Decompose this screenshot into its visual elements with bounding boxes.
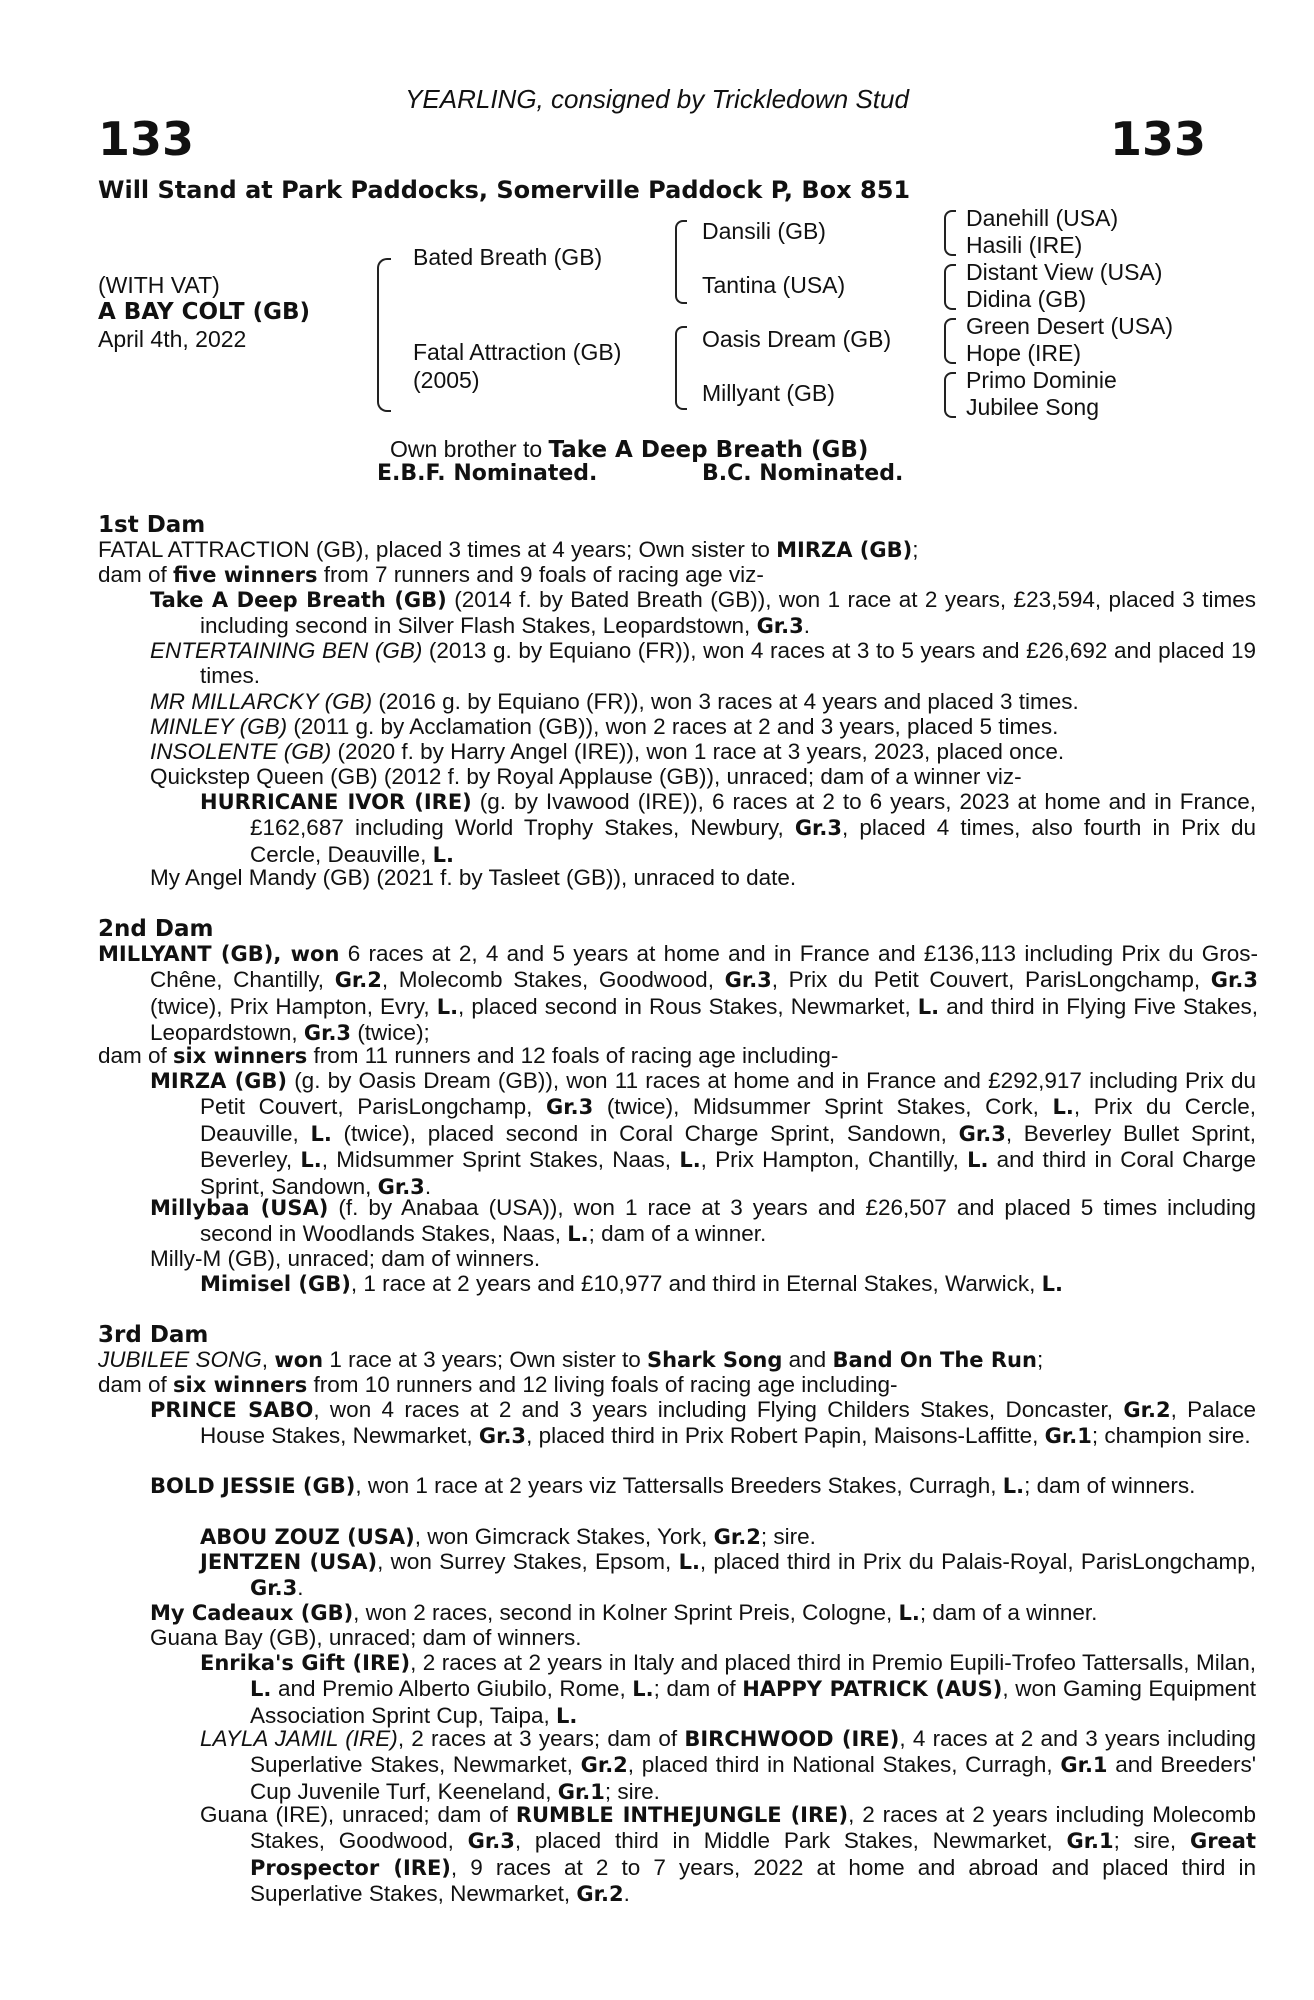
stand-location: Will Stand at Park Paddocks, Somerville Paddock P, Box 851: [98, 176, 911, 204]
second-dam-entry-milly-m: Milly-M (GB), unraced; dam of winners.: [150, 1246, 541, 1271]
third-dam-produce: dam of six winners from 10 runners and 12 living foals of racing age including-: [98, 1372, 898, 1397]
g-brace-4: [944, 372, 956, 418]
third-dam-entry-guana-bay: Guana Bay (GB), unraced; dam of winners.: [150, 1625, 582, 1650]
first-dam-line2: dam of five winners from 7 runners and 9 foals of racing age viz-: [98, 562, 764, 587]
lot-number-left: 133: [98, 112, 195, 166]
foaling-date: April 4th, 2022: [98, 326, 247, 352]
second-dam-heading: 2nd Dam: [98, 916, 214, 942]
lot-name: A BAY COLT (GB): [98, 299, 311, 325]
grandsire-3: Green Desert (USA): [966, 313, 1174, 339]
first-dam-entry-insolente: INSOLENTE (GB) (2020 f. by Harry Angel (IRE)), won 1 race at 3 years, 2023, placed once.: [150, 739, 1065, 764]
own-brother-name: Take A Deep Breath (GB): [548, 437, 869, 463]
dam-year: (2005): [413, 367, 480, 393]
sire-dam: Tantina (USA): [702, 272, 846, 298]
granddam-1: Hasili (IRE): [966, 232, 1083, 258]
first-dam-line1: FATAL ATTRACTION (GB), placed 3 times at 4 years; Own sister to MIRZA (GB);: [98, 537, 919, 562]
sire-brace: [675, 220, 687, 304]
consignment-line: YEARLING, consigned by Trickledown Stud: [405, 84, 909, 114]
first-dam-entry-hurricane-ivor: HURRICANE IVOR (IRE) (g. by Ivawood (IRE)), 6 races at 2 to 6 years, 2023 at home and in France, £162,687 including World Trophy Stakes, Newbury, Gr.3, placed 4 times, also fourth in Prix du Cercle, Deauville, L.: [200, 789, 1257, 867]
pedigree-brace: [377, 258, 391, 412]
dam-brace: [675, 326, 687, 410]
grandsire-4: Primo Dominie: [966, 367, 1117, 393]
third-dam-entry-bold-jessie: BOLD JESSIE (GB), won 1 race at 2 years viz Tattersalls Breeders Stakes, Curragh, L.; dam of winners.: [150, 1473, 1196, 1498]
grandsire-1: Danehill (USA): [966, 205, 1119, 231]
second-dam-record: MILLYANT (GB), won 6 races at 2, 4 and 5 years at home and in France and £136,113 including Prix du Gros-Chêne, Chantilly, Gr.2, Molecomb Stakes, Goodwood, Gr.3, Prix du Petit Couvert, ParisLongchamp, Gr.3 (twice), Prix Hampton, Evry, L., placed second in Rous Stakes, Newmarket, L. and third in Flying Five Stakes, Leopardstown, Gr.3 (twice);: [98, 941, 1258, 1046]
third-dam-entry-enrikas-gift: Enrika's Gift (IRE), 2 races at 2 years in Italy and placed third in Premio Eupili-Trofeo Tattersalls, Milan, L. and Premio Alberto Giubilo, Rome, L.; dam of HAPPY PATRICK (AUS), won Gaming Equipment Association Sprint Cup, Taipa, L.: [200, 1650, 1256, 1728]
third-dam-entry-jentzen: JENTZEN (USA), won Surrey Stakes, Epsom, L., placed third in Prix du Palais-Royal, ParisLongchamp, Gr.3.: [200, 1549, 1256, 1601]
dam-dam: Millyant (GB): [702, 380, 835, 406]
grandsire-2: Distant View (USA): [966, 259, 1163, 285]
second-dam-produce: dam of six winners from 11 runners and 12 foals of racing age including-: [98, 1043, 839, 1068]
bc-nominated: B.C. Nominated.: [702, 461, 904, 486]
g-brace-3: [944, 318, 956, 364]
dam: Fatal Attraction (GB): [413, 339, 622, 365]
sire: Bated Breath (GB): [413, 244, 603, 270]
first-dam-entry-quickstep-queen: Quickstep Queen (GB) (2012 f. by Royal Applause (GB)), unraced; dam of a winner viz-: [150, 764, 1022, 789]
granddam-2: Didina (GB): [966, 286, 1087, 312]
first-dam-entry-my-angel-mandy: My Angel Mandy (GB) (2021 f. by Tasleet (GB)), unraced to date.: [150, 865, 797, 890]
third-dam-heading: 3rd Dam: [98, 1322, 209, 1348]
g-brace-2: [944, 264, 956, 310]
third-dam-entry-prince-sabo: PRINCE SABO, won 4 races at 2 and 3 years including Flying Childers Stakes, Doncaster, Gr.2, Palace House Stakes, Newmarket, Gr.3, placed third in Prix Robert Papin, Maisons-Laffitte, Gr.1; champion sire.: [150, 1397, 1256, 1449]
second-dam-entry-mimisel: Mimisel (GB), 1 race at 2 years and £10,977 and third in Eternal Stakes, Warwick, L.: [200, 1271, 1064, 1296]
second-dam-entry-millybaa: Millybaa (USA) (f. by Anabaa (USA)), won 1 race at 3 years and £26,507 and placed 5 times including second in Woodlands Stakes, Naas, L.; dam of a winner.: [150, 1195, 1256, 1247]
second-dam-entry-mirza: MIRZA (GB) (g. by Oasis Dream (GB)), won 11 races at home and in France and £292,917 including Prix du Petit Couvert, ParisLongchamp, Gr.3 (twice), Midsummer Sprint Stakes, Cork, L., Prix du Cercle, Deauville, L. (twice), placed second in Coral Charge Sprint, Sandown, Gr.3, Beverley Bullet Sprint, Beverley, L., Midsummer Sprint Stakes, Naas, L., Prix Hampton, Chantilly, L. and third in Coral Charge Sprint, Sandown, Gr.3.: [150, 1068, 1257, 1199]
third-dam-entry-layla-jamil: LAYLA JAMIL (IRE), 2 races at 3 years; dam of BIRCHWOOD (IRE), 4 races at 2 and 3 years including Superlative Stakes, Newmarket, Gr.2, placed third in National Stakes, Curragh, Gr.1 and Breeders' Cup Juvenile Turf, Keeneland, Gr.1; sire.: [200, 1726, 1256, 1804]
dam-sire: Oasis Dream (GB): [702, 326, 892, 352]
granddam-3: Hope (IRE): [966, 340, 1082, 366]
first-dam-entry-entertaining-ben: ENTERTAINING BEN (GB) (2013 g. by Equiano (FR)), won 4 races at 3 to 5 years and £26,692 and placed 19 times.: [150, 638, 1256, 689]
g-brace-1: [944, 210, 956, 256]
third-dam-record: JUBILEE SONG, won 1 race at 3 years; Own sister to Shark Song and Band On The Run;: [98, 1347, 1044, 1372]
granddam-4: Jubilee Song: [966, 394, 1099, 420]
vat-note: (WITH VAT): [98, 272, 220, 298]
first-dam-entry-minley: MINLEY (GB) (2011 g. by Acclamation (GB)), won 2 races at 2 and 3 years, placed 5 times.: [150, 714, 1059, 739]
ebf-nominated: E.B.F. Nominated.: [377, 461, 598, 486]
third-dam-entry-guana: Guana (IRE), unraced; dam of RUMBLE INTHEJUNGLE (IRE), 2 races at 2 years including Molecomb Stakes, Goodwood, Gr.3, placed third in Middle Park Stakes, Newmarket, Gr.1; sire, Great Prospector (IRE), 9 races at 2 to 7 years, 2022 at home and abroad and placed third in Superlative Stakes, Newmarket, Gr.2.: [200, 1802, 1256, 1907]
first-dam-entry-take-a-deep-breath: Take A Deep Breath (GB) (2014 f. by Bated Breath (GB)), won 1 race at 2 years, £23,594, placed 3 times including second in Silver Flash Stakes, Leopardstown, Gr.3.: [150, 587, 1256, 639]
third-dam-entry-my-cadeaux: My Cadeaux (GB), won 2 races, second in Kolner Sprint Preis, Cologne, L.; dam of a winner.: [150, 1600, 1098, 1625]
first-dam-entry-mr-millarcky: MR MILLARCKY (GB) (2016 g. by Equiano (FR)), won 3 races at 4 years and placed 3 times.: [150, 689, 1079, 714]
first-dam-heading: 1st Dam: [98, 512, 206, 538]
lot-number-right: 133: [1109, 112, 1206, 166]
own-brother-note: Own brother to Take A Deep Breath (GB): [390, 436, 869, 463]
third-dam-entry-abou-zouz: ABOU ZOUZ (USA), won Gimcrack Stakes, York, Gr.2; sire.: [200, 1524, 816, 1549]
sire-sire: Dansili (GB): [702, 218, 826, 244]
